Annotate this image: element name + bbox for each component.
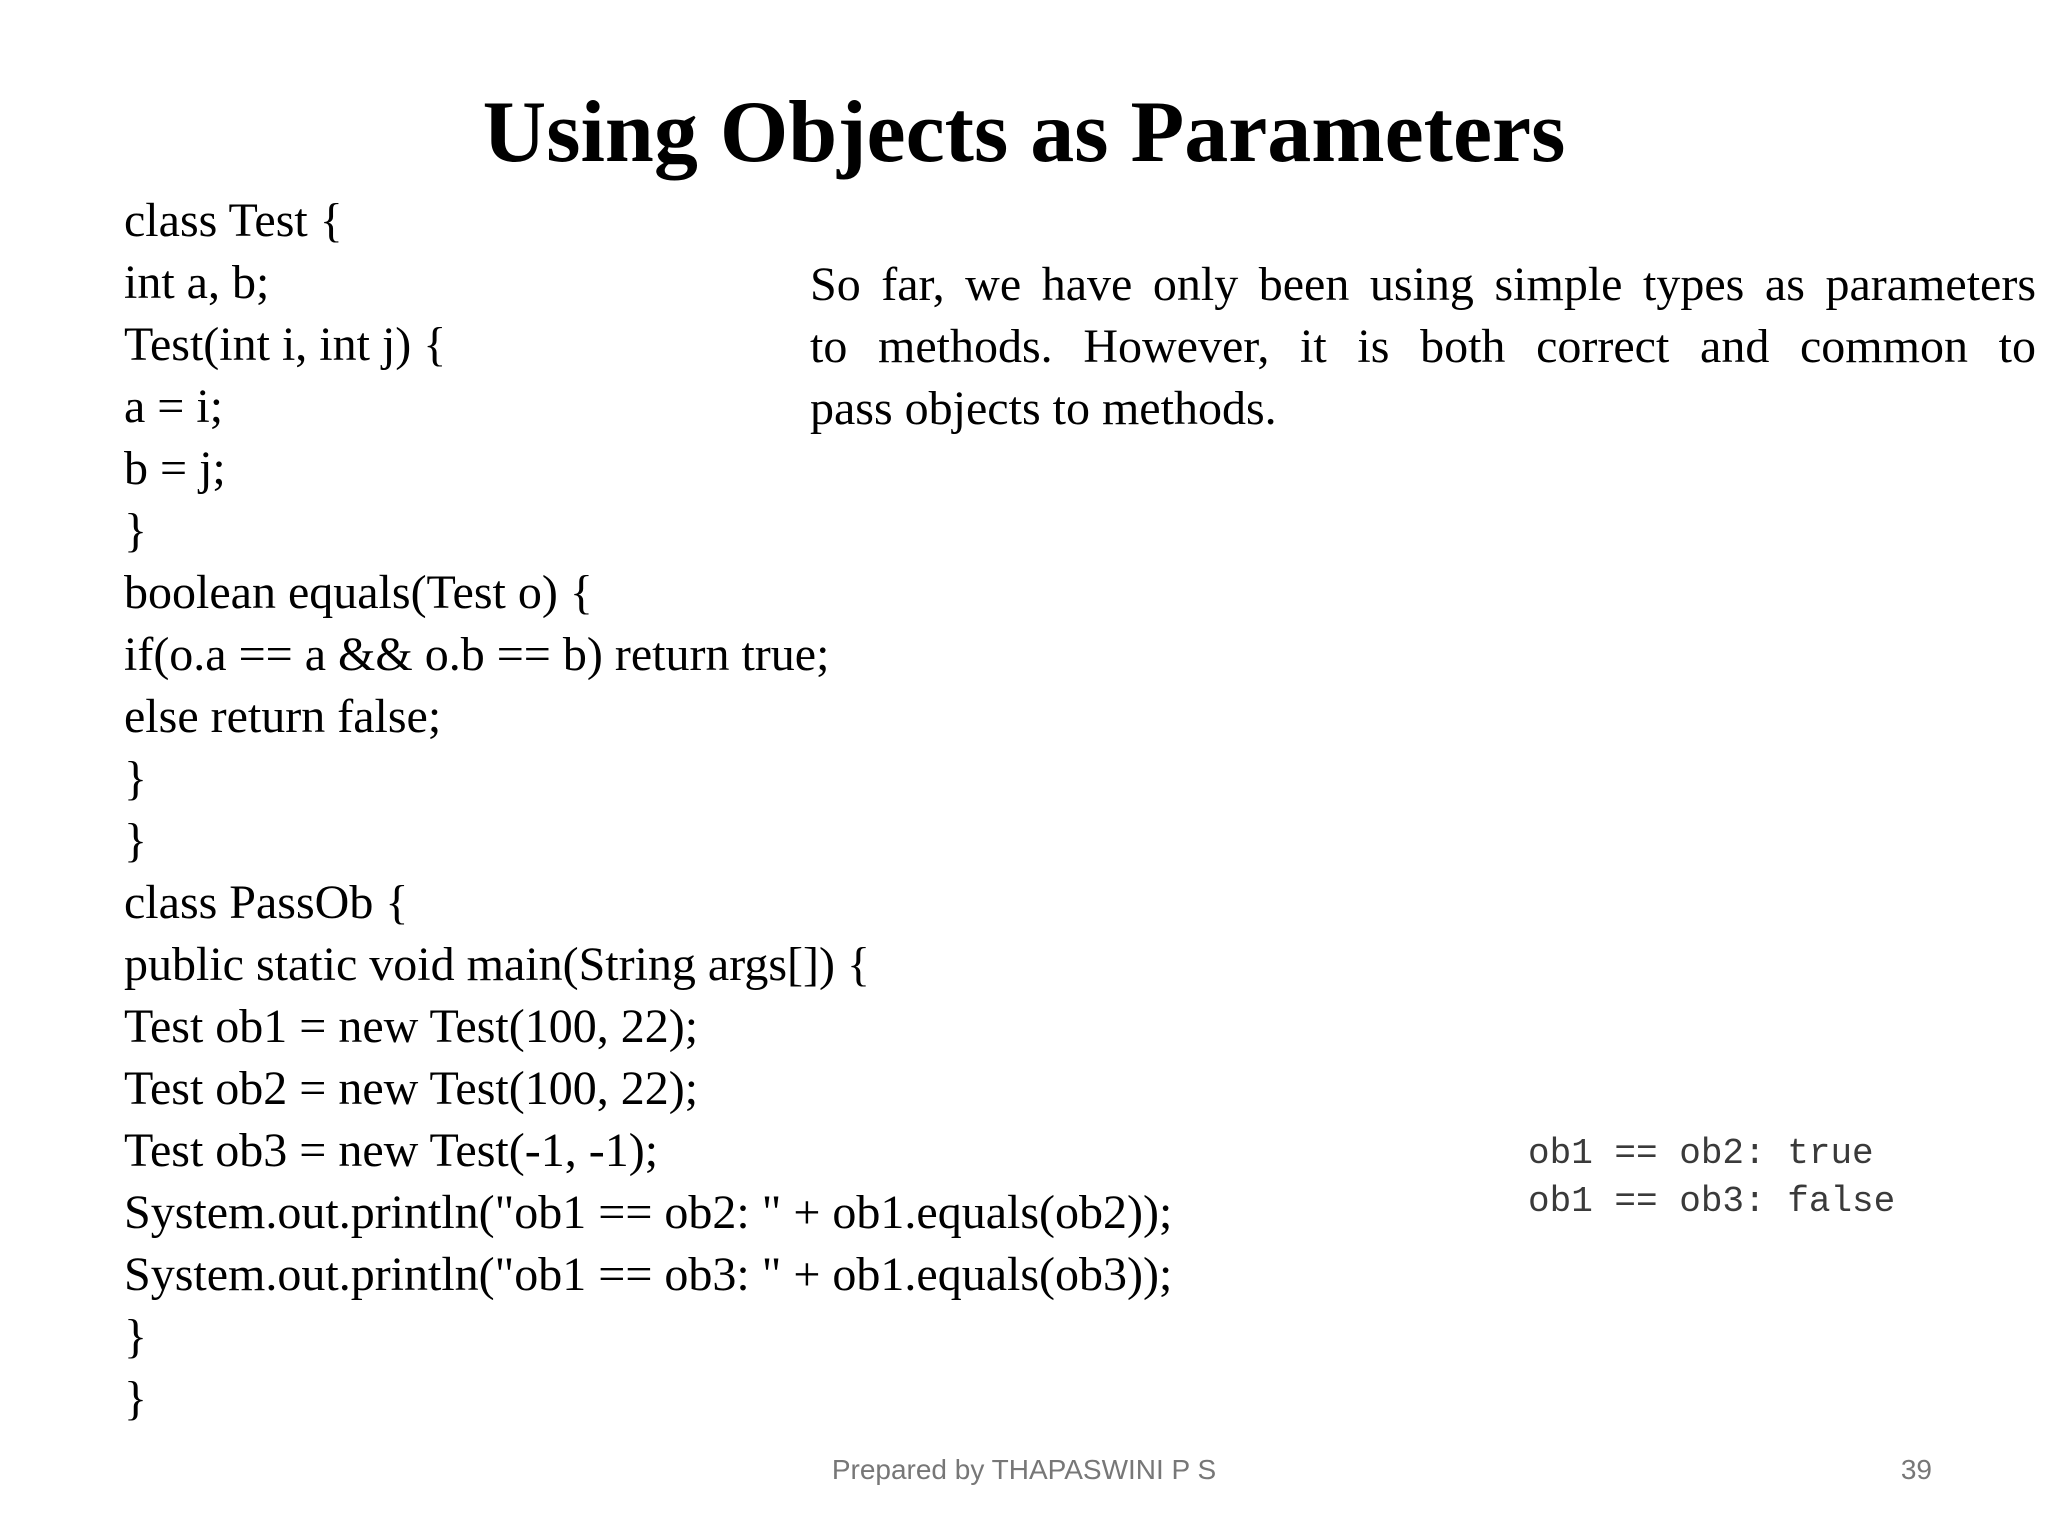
code-line: else return false; [124, 690, 442, 743]
code-line: } [124, 1310, 148, 1363]
code-line: System.out.println("ob1 == ob2: " + ob1.equals(ob2)); [124, 1186, 1173, 1239]
slide-title: Using Objects as Parameters [482, 84, 1566, 181]
code-line: int a, b; [124, 256, 270, 309]
code-line: if(o.a == a && o.b == b) return true; [124, 628, 830, 681]
program-output [1528, 1130, 1895, 1226]
description-line: pass objects to methods. [810, 382, 1277, 435]
code-line: } [124, 1372, 148, 1425]
code-line: } [124, 504, 148, 557]
code-line: } [124, 814, 148, 867]
code-line: class Test { [124, 194, 343, 247]
code-line: public static void main(String args[]) { [124, 938, 871, 991]
output-line: ob1 == ob2: true [1528, 1133, 1874, 1174]
code-line: } [124, 752, 148, 805]
code-line: Test ob3 = new Test(-1, -1); [124, 1124, 659, 1177]
code-line: Test ob2 = new Test(100, 22); [124, 1062, 699, 1115]
slide-footer: Prepared by THAPASWINI P S [831, 1454, 1217, 1485]
description-line: to methods. However, it is both correct and common to [810, 320, 2036, 373]
description-paragraph [810, 254, 2036, 440]
page-number: 39 [1900, 1454, 1932, 1485]
description-line: So far, we have only been using simple types as parameters [810, 258, 2036, 311]
code-line: a = i; [124, 380, 224, 433]
output-line: ob1 == ob3: false [1528, 1181, 1896, 1222]
code-line: class PassOb { [124, 876, 409, 929]
code-line: Test(int i, int j) { [124, 318, 447, 371]
code-line: b = j; [124, 442, 226, 495]
code-line: System.out.println("ob1 == ob3: " + ob1.equals(ob3)); [124, 1248, 1173, 1301]
code-line: Test ob1 = new Test(100, 22); [124, 1000, 699, 1053]
code-line: boolean equals(Test o) { [124, 566, 593, 619]
